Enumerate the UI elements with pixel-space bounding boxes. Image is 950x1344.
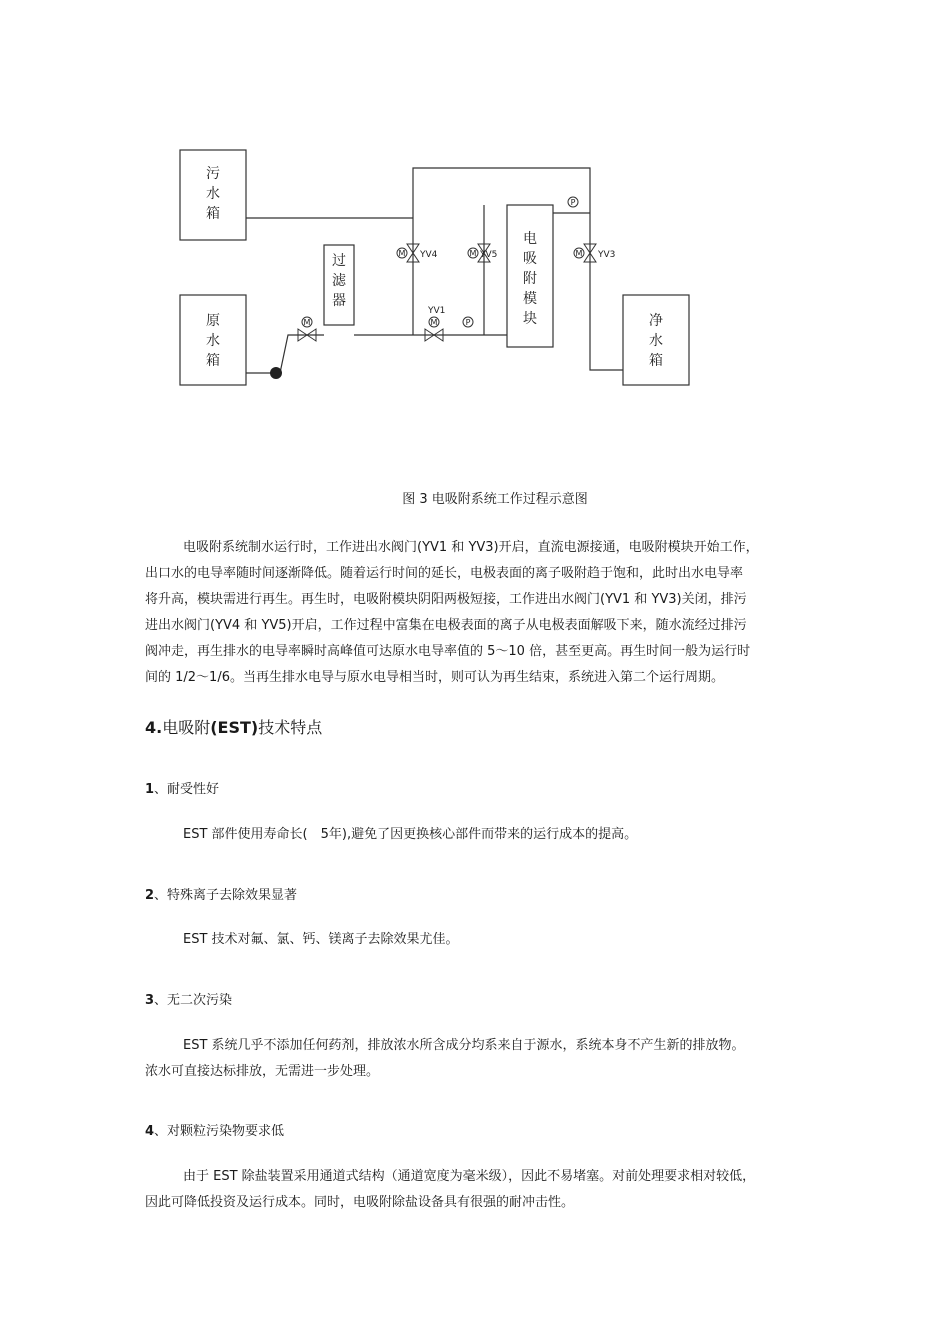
raw-tank-label-3: 箱 [206,353,220,369]
item-heading [145,780,219,800]
section-title-pre: 电吸附 [162,718,211,737]
process-diagram [170,140,710,400]
item-body [145,822,809,848]
raw-tank-label-1: 原 [206,313,220,329]
intro-paragraph [145,535,809,691]
intro-line: 间的 1/2～1/6。当再生排水电导与原水电导相当时，则可认为再生结束，系统进入第二个运行周期。 [145,670,724,685]
clean-tank-label-3: 箱 [649,353,663,369]
intro-line: 将升高，模块需进行再生。再生时，电吸附模块阴阳两极短接，工作进出水阀门(YV1 和 YV3)关闭，排污 [145,592,747,607]
item-number: 2 [145,888,155,903]
gauge-label: P [570,198,576,207]
intro-line: 电吸附系统制水运行时，工作进出水阀门(YV1 和 YV3)开启，直流电源接通，电吸附模块开始工作， [183,540,759,555]
filter-label-2: 滤 [332,273,346,289]
meter-label: M [469,249,477,258]
figure-caption: 图 3 电吸附系统工作过程示意图 [402,492,588,507]
valve-yv4-label: YV4 [420,250,438,260]
item-line: EST 技术对氟、氯、钙、镁离子去除效果尤佳。 [183,932,459,947]
item-body [145,927,809,953]
valve-yv5-label: YV5 [480,250,498,260]
gauge-label: P [465,318,471,327]
section-title-post: 技术特点 [258,718,323,737]
item-title: 、耐受性好 [154,782,220,797]
meter-label: M [575,249,583,258]
item-heading [145,886,297,906]
item-heading [145,1122,284,1142]
section-title-bold: (EST) [210,718,259,737]
clean-tank-label-2: 水 [649,333,663,349]
item-title: 、无二次污染 [154,993,233,1008]
pump-icon [270,367,282,379]
item-line: EST 部件使用寿命长( 5年),避免了因更换核心部件而带来的运行成本的提高。 [183,827,638,842]
sewage-tank-label-2: 水 [206,186,220,202]
filter-label-1: 过 [332,253,346,269]
valve-yv3-label: YV3 [598,250,616,260]
item-title: 、特殊离子去除效果显著 [154,888,298,903]
clean-tank-label-1: 净 [649,313,663,329]
valve-yv1-label: YV1 [428,306,446,316]
item-line: 因此可降低投资及运行成本。同时，电吸附除盐设备具有很强的耐冲击性。 [145,1195,575,1210]
meter-label: M [303,318,311,327]
module-label-4: 模 [523,291,537,307]
sewage-tank-label-1: 污 [206,166,220,182]
item-line: 浓水可直接达标排放，无需进一步处理。 [145,1064,380,1079]
item-body [145,1033,809,1085]
module-label-2: 吸 [523,251,537,267]
item-heading [145,991,232,1011]
intro-line: 出口水的电导率随时间逐渐降低。随着运行时间的延长，电极表面的离子吸附趋于饱和，此时出水电导率 [145,566,744,581]
section-heading [145,716,322,740]
intro-line: 进出水阀门(YV4 和 YV5)开启，工作过程中富集在电极表面的离子从电极表面解吸下来，随水流经过排污 [145,618,747,633]
item-number: 1 [145,782,155,797]
intro-line: 阀冲走，再生排水的电导率瞬时高峰值可达原水电导率值的 5～10 倍，甚至更高。再生时间一般为运行时 [145,644,751,659]
filter-label-3: 器 [332,293,346,309]
module-label-1: 电 [523,231,537,247]
item-title: 、对颗粒污染物要求低 [154,1124,285,1139]
item-number: 4 [145,1124,155,1139]
item-line: 由于 EST 除盐装置采用通道式结构（通道宽度为毫米级），因此不易堵塞。对前处理要求相对较低， [183,1169,756,1184]
item-number: 3 [145,993,155,1008]
module-label-5: 块 [523,311,537,327]
meter-label: M [398,249,406,258]
item-line: EST 系统几乎不添加任何药剂，排放浓水所含成分均系来自于源水，系统本身不产生新的排放物。 [183,1038,745,1053]
meter-label: M [430,318,438,327]
module-label-3: 附 [523,271,537,287]
sewage-tank-label-3: 箱 [206,206,220,222]
raw-tank-label-2: 水 [206,333,220,349]
section-number: 4. [145,718,163,737]
item-body [145,1164,809,1216]
